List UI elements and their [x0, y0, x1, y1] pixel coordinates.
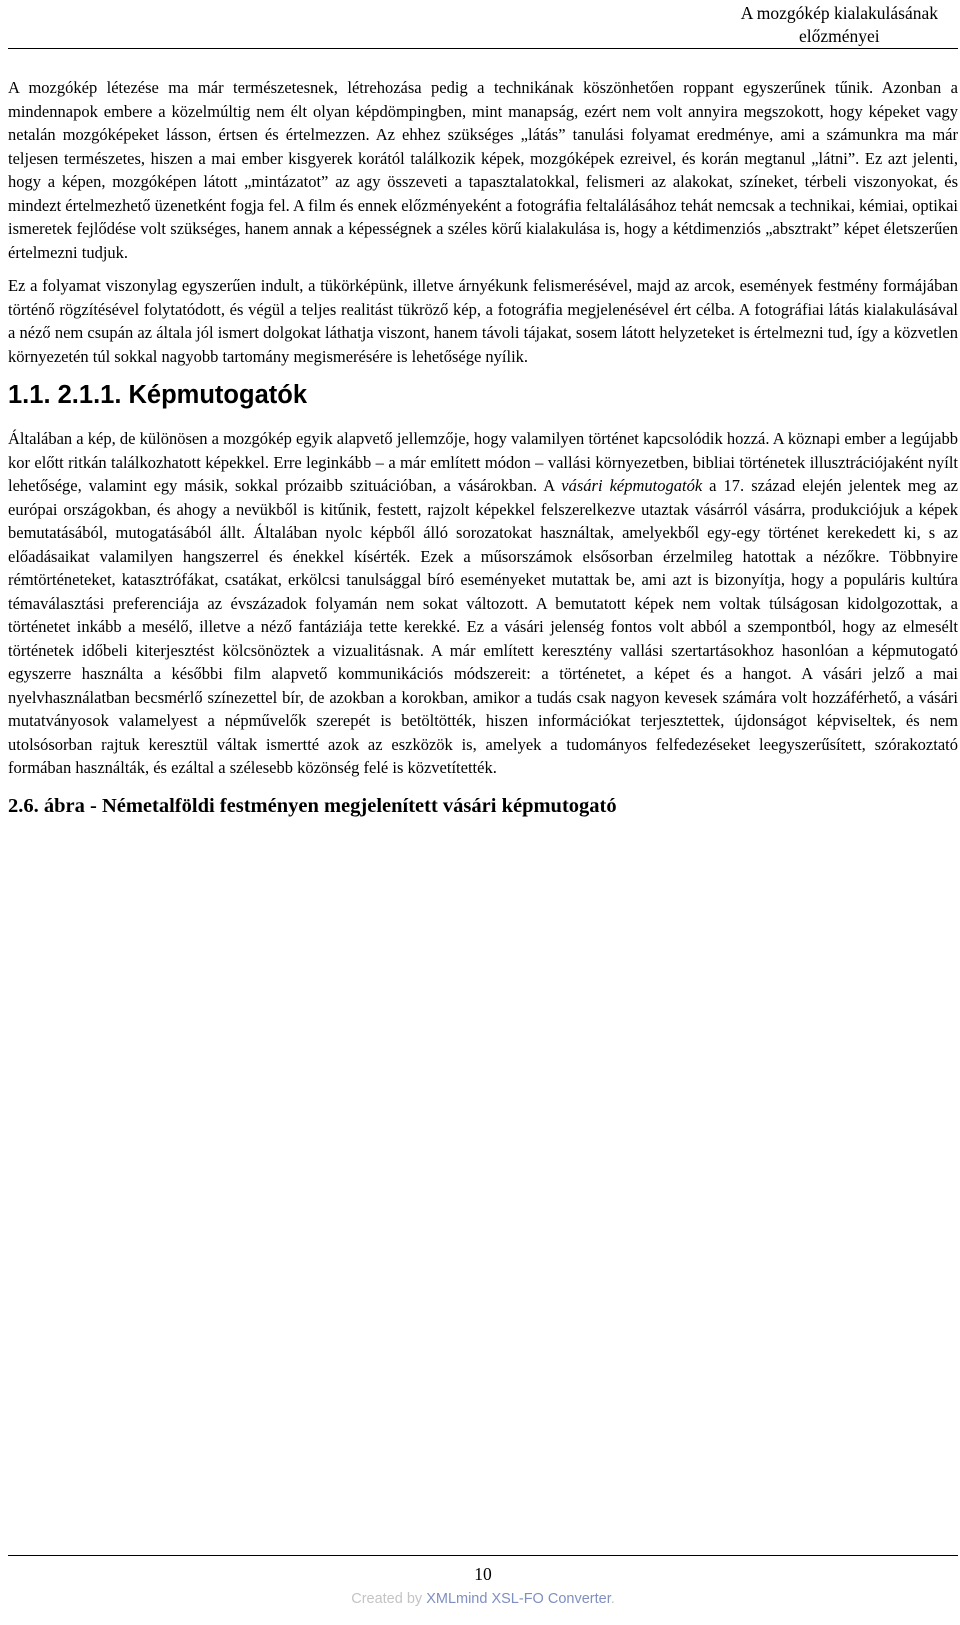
generator-prefix: Created by [351, 1591, 427, 1607]
footer-divider [8, 1555, 958, 1556]
paragraph-intro: A mozgókép létezése ma már természetesnek, létrehozása pedig a technikának köszönhetően roppant egyszerűnek tűnik. Azonban a mindennapok embere a közelmúltig nem élt olyan képdömpingben, mint manapság, ezért nem volt annyira megszokott, hogy képeket vagy netalán mozgóképeket lásson, értsen és értelmezzen. Az ehhez szükséges „látás” tanulási folyamat eredménye, ami a számunkra ma már teljesen természetes, hiszen a mai ember kisgyerek korától találkozik képek, mozgóképek ezreivel, és korán megtanul „látni”. Ez azt jelenti, hogy a képen, mozgóképen látott „mintázatot” az agy összeveti a tapasztalatokkal, felismeri az alakokat, színeket, térbeli viszonyokat, és mindezt értelmezhető üzenetként fogja fel. A film és ennek előzményeként a fotográfia feltalálásához tehát nemcsak a technikai, kémiai, optikai ismeretek fejlődése volt szükséges, hanem annak a képességnek a széles körű kialakulása is, hogy a kétdimenziós „absztrakt” képet életszerűen értelmezni tudjuk. [8, 78, 958, 262]
generator-credit [8, 1589, 958, 1609]
generator-suffix: . [610, 1591, 615, 1607]
paragraph-text-start: Általában a kép, de különösen a mozgókép egyik alapvető jellemzője, hogy valamilyen történet kapcsolódik hozzá. A köznapi ember a legújabb kor előtt ritkán találkozhatott képekkel. Erre leginkább – a már említett módon – vallási környezetben, bibliai történetek illusztrációjaként nyílt lehetősége, valamint egy másik, sokkal prózaibb szituációban, a vásárokban. A [8, 429, 958, 495]
generator-tool-link[interactable]: XMLmind XSL-FO Converter [426, 1591, 611, 1607]
paragraph-kepmutogatok [8, 427, 958, 780]
section-heading: 1.1. 2.1.1. Képmutogatók [8, 381, 308, 409]
header-title-line-2: előzményei [799, 26, 880, 46]
page-body [8, 76, 958, 820]
paragraph-text-end: a 17. század elején jelentek meg az európai országokban, és ahogy a nevükből is kitűnik, festett, rajzolt képekkel felszerelkezve utaztak vásárról vásárra, produkciójuk a képek bemutatásából, mutogatásából állt. Általában nyolc képből álló sorozatokat használtak, amelyekből egy-egy történet kerekedett ki, s az előadásaikat valamilyen hangszerrel és énekkel kísérték. Ezek a műsorszámok elsősorban érzelmileg hatottak a nézőkre. Többnyire rémtörténeteket, katasztrófákat, csatákat, erkölcsi tanulsággal bíró eseményeket mutattak be, ami azt is bizonyítja, hogy a populáris kultúra témaválasztási preferenciája az évszázadok folyamán nem sokat változott. A bemutatott képek nem voltak túlságosan kidolgozottak, a történetet inkább a mesélő, illetve a néző fantáziája tette kerekké. Ez a vásári jelenség fontos volt abból a szempontból, hogy az elmesélt történetek időbeli kiterjesztést kölcsönöztek a vizualitásnak. A már említett keresztény vallási szertartásokhoz hasonlóan a képmutogató egyszerre használta a későbbi film alapvető kommunikációs módszereit: a történetet, a képet és a hangot. A vásári jelző a mai nyelvhasználatban becsmérlő színezettel bír, de azokban a korokban, amikor a tudás csak nagyon kevesek számára volt hozzáférhető, a vásári mutatványosok valamelyest a népművelők szerepét is betöltötték, hiszen információkat terjesztettek, újdonságot képviseltek, és nem utolsósorban rajtuk keresztül váltak ismertté azok az eszközök is, amelyek a tudományos felfedezéseket leegyszerűsített, szórakoztató formában használták, és ezáltal a szélesebb közönség felé is közvetítették. [8, 476, 958, 777]
running-header [8, 2, 958, 48]
header-divider [8, 48, 958, 49]
header-title-line-1: A mozgókép kialakulásának [740, 3, 938, 23]
paragraph-process: Ez a folyamat viszonylag egyszerűen indult, a tükörképünk, illetve árnyékunk felismerésével, majd az arcok, események festmény formájában történő rögzítésével folytatódott, és végül a teljes realitást tükröző kép, a fotográfia megjelenésével ért célba. A fotográfiai látás kialakulásával a néző nem csupán az általa jól ismert dolgokat láthatja viszont, hanem távoli tájakat, sosem látott helyzeteket is értelmezni tud, így a közvetlen környezetén túl sokkal nagyobb tartomány megismerésére is lehetősége nyílik. [8, 276, 958, 366]
italic-term: vásári képmutogatók [561, 476, 703, 495]
figure-caption: 2.6. ábra - Németalföldi festményen megjelenített vásári képmutogató [8, 794, 617, 817]
document-page [8, 0, 958, 1625]
page-number: 10 [474, 1564, 492, 1584]
